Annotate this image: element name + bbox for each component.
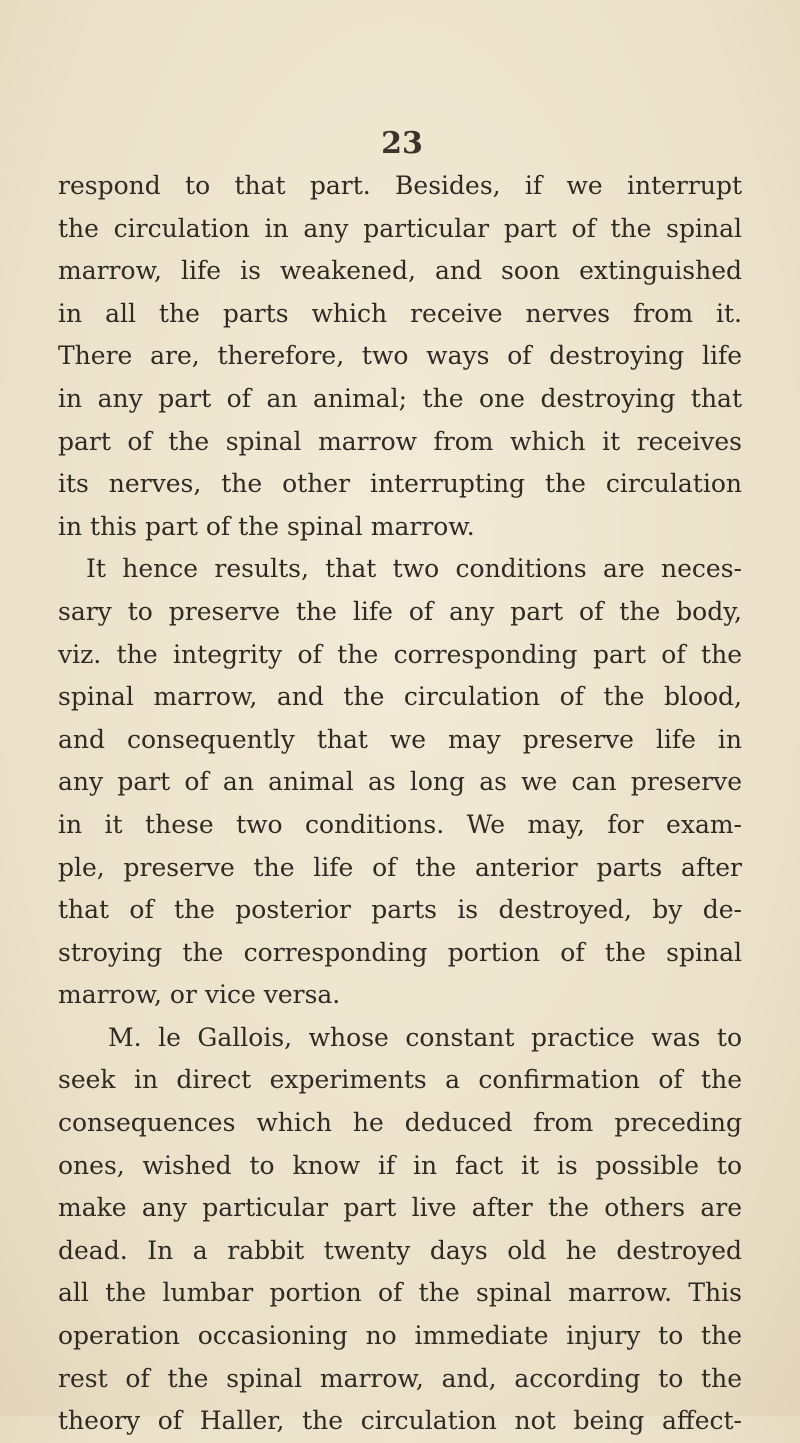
- text-line: the circulation in any particular part of the spinal: [58, 213, 742, 243]
- text-line: its nerves, the other interrupting the circulation: [58, 469, 742, 499]
- text-line: dead. In a rabbit twenty days old he destroyed: [58, 1235, 742, 1265]
- text-line: make any particular part live after the others are: [58, 1193, 742, 1223]
- text-line: stroying the corresponding portion of the spinal: [58, 937, 742, 967]
- text-line: theory of Haller, the circulation not being affect-: [58, 1406, 742, 1436]
- text-line: and consequently that we may preserve life in: [58, 724, 742, 754]
- text-line: rest of the spinal marrow, and, according to the: [58, 1363, 742, 1393]
- text-line: ones, wished to know if in fact it is possible to: [58, 1150, 742, 1180]
- text-line: in it these two conditions. We may, for exam-: [58, 809, 742, 839]
- text-line: There are, therefore, two ways of destroying life: [58, 341, 742, 371]
- text-line: any part of an animal as long as we can preserve: [58, 767, 742, 797]
- text-line: marrow, life is weakened, and soon extinguished: [58, 256, 742, 286]
- text-line: in all the parts which receive nerves from it.: [58, 298, 742, 328]
- body-text: [58, 165, 742, 1443]
- text-line: seek in direct experiments a confirmation of the: [58, 1065, 742, 1095]
- text-line: all the lumbar portion of the spinal marrow. This: [58, 1278, 742, 1308]
- text-line: viz. the integrity of the corresponding part of the: [58, 639, 742, 669]
- text-line: part of the spinal marrow from which it receives: [58, 426, 742, 456]
- text-line: sary to preserve the life of any part of the body,: [58, 596, 742, 626]
- text-line: respond to that part. Besides, if we interrupt: [58, 171, 742, 200]
- text-line: consequences which he deduced from preceding: [58, 1108, 742, 1138]
- paragraph-start-line: It hence results, that two conditions are neces-: [86, 554, 742, 584]
- text-line: operation occasioning no immediate injury to the: [58, 1321, 742, 1351]
- text-line: in this part of the spinal marrow.: [58, 511, 475, 541]
- text-line: that of the posterior parts is destroyed, by de-: [58, 895, 742, 925]
- page-number: 23: [381, 126, 423, 161]
- text-line: marrow, or vice versa.: [58, 980, 341, 1010]
- text-line: spinal marrow, and the circulation of the blood,: [58, 682, 742, 712]
- text-line: in any part of an animal; the one destroying that: [58, 383, 742, 413]
- paragraph-start-line: M. le Gallois, whose constant practice was to: [108, 1022, 742, 1052]
- text-line: ple, preserve the life of the anterior parts after: [58, 852, 742, 882]
